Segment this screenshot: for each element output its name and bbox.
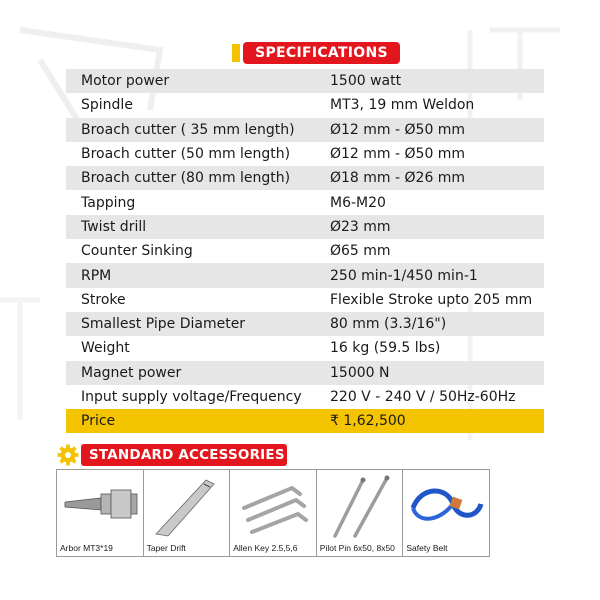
- specifications-title: SPECIFICATIONS: [243, 42, 400, 64]
- accessory-card: [317, 470, 404, 556]
- spec-label: Twist drill: [81, 218, 147, 235]
- spec-value: MT3, 19 mm Weldon: [330, 97, 475, 114]
- spec-value: Ø23 mm: [330, 218, 391, 235]
- spec-label: Price: [81, 413, 116, 430]
- spec-row: [66, 385, 544, 409]
- accessory-card: [144, 470, 231, 556]
- spec-value: Flexible Stroke upto 205 mm: [330, 291, 533, 308]
- spec-row: [66, 142, 544, 166]
- spec-row: [66, 336, 544, 360]
- spec-row: [66, 288, 544, 312]
- accessory-card: [403, 470, 489, 556]
- spec-label: Motor power: [81, 73, 170, 90]
- spec-label: Counter Sinking: [81, 243, 193, 260]
- spec-value: 80 mm (3.3/16"): [330, 316, 447, 333]
- spec-row: [66, 118, 544, 142]
- spec-value: 250 min-1/450 min-1: [330, 267, 478, 284]
- header-accent: [232, 44, 240, 62]
- spec-row: [66, 312, 544, 336]
- spec-label: Spindle: [81, 97, 133, 114]
- accessory-card: [57, 470, 144, 556]
- accessories-strip: [56, 469, 490, 557]
- price-row: [66, 409, 544, 433]
- taper-drift-icon: [148, 474, 226, 540]
- spec-row: [66, 69, 544, 93]
- spec-row: [66, 361, 544, 385]
- spec-label: Weight: [81, 340, 130, 357]
- spec-value: ₹ 1,62,500: [330, 413, 406, 430]
- spec-value: Ø12 mm - Ø50 mm: [330, 146, 466, 163]
- accessory-card: [230, 470, 317, 556]
- spec-value: M6-M20: [330, 194, 386, 211]
- pilot-pin-icon: [321, 474, 399, 540]
- accessory-name: Arbor MT3*19: [60, 543, 113, 553]
- accessory-name: Taper Drift: [146, 543, 186, 553]
- spec-label: RPM: [81, 267, 112, 284]
- spec-value: 16 kg (59.5 lbs): [330, 340, 441, 357]
- spec-row: [66, 190, 544, 214]
- spec-label: Broach cutter ( 35 mm length): [81, 121, 295, 138]
- spec-value: Ø12 mm - Ø50 mm: [330, 121, 466, 138]
- accessories-header: [57, 443, 287, 467]
- specifications-header: [232, 41, 400, 65]
- spec-value: Ø18 mm - Ø26 mm: [330, 170, 466, 187]
- gear-icon: [57, 444, 79, 466]
- spec-row: [66, 215, 544, 239]
- spec-row: [66, 93, 544, 117]
- spec-value: 220 V - 240 V / 50Hz-60Hz: [330, 389, 516, 405]
- spec-row: [66, 166, 544, 190]
- safety-belt-icon: [407, 474, 485, 540]
- spec-row: [66, 239, 544, 263]
- spec-value: 15000 N: [330, 364, 390, 381]
- accessory-name: Allen Key 2.5,5,6: [233, 543, 298, 553]
- spec-value: 1500 watt: [330, 73, 402, 90]
- arbor-icon: [61, 474, 139, 540]
- spec-label: Smallest Pipe Diameter: [81, 316, 246, 333]
- specifications-table: [66, 69, 544, 433]
- allen-key-icon: [234, 474, 312, 540]
- spec-label: Broach cutter (80 mm length): [81, 170, 291, 187]
- spec-label: Magnet power: [81, 364, 182, 381]
- accessory-name: Safety Belt: [406, 543, 448, 553]
- accessory-name: Pilot Pin 6x50, 8x50: [319, 543, 395, 553]
- spec-label: Stroke: [81, 291, 126, 308]
- spec-value: Ø65 mm: [330, 243, 391, 260]
- spec-label: Broach cutter (50 mm length): [81, 146, 291, 163]
- spec-row: [66, 263, 544, 287]
- accessories-title: STANDARD ACCESSORIES: [81, 444, 287, 466]
- spec-label: Tapping: [81, 194, 136, 211]
- spec-label: Input supply voltage/Frequency: [81, 389, 302, 405]
